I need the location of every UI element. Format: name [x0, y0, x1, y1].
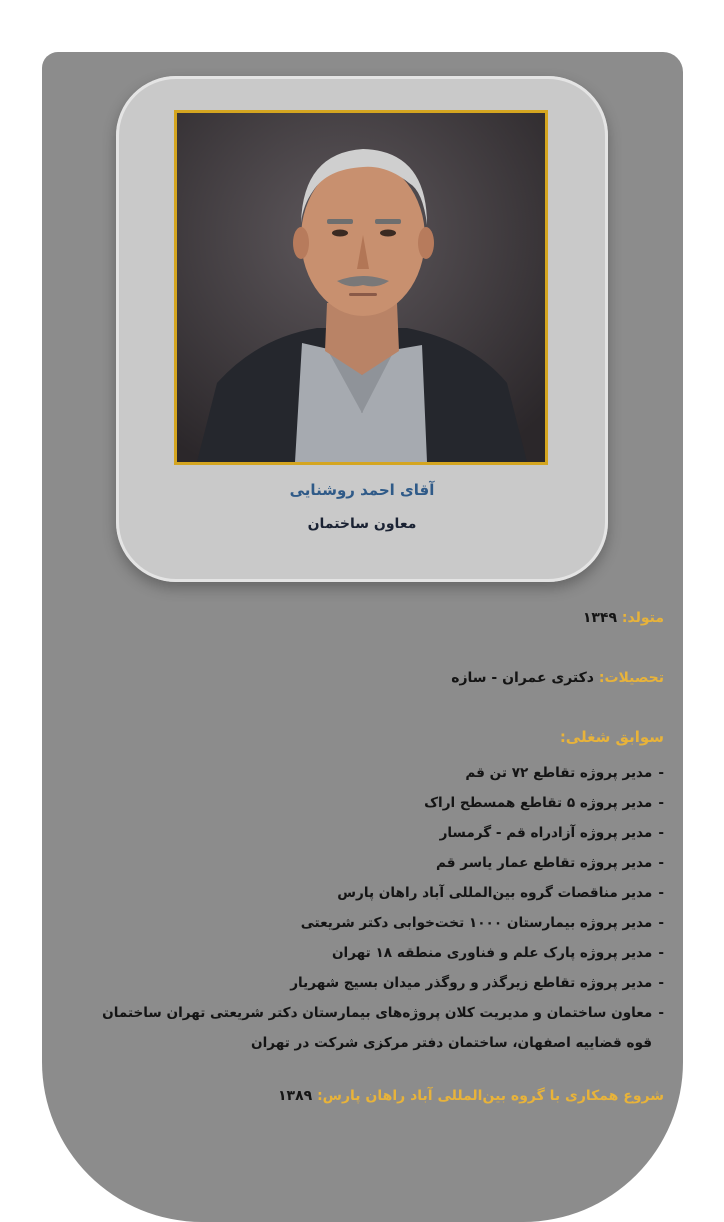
list-item: -مدیر پروژه تقاطع زیرگذر و روگذر میدان بسیج شهریار	[290, 975, 664, 991]
education-label: تحصیلات:	[598, 670, 664, 686]
profile-card	[116, 76, 608, 582]
profile-photo	[174, 110, 548, 465]
list-item: -مدیر پروژه تقاطع ۷۲ تن قم	[465, 765, 664, 781]
list-item: -مدیر پروژه تقاطع عمار یاسر قم	[435, 855, 664, 871]
list-item: -مدیر پروژه ۵ تقاطع همسطح اراک	[424, 795, 664, 811]
birth-value: ۱۳۴۹	[582, 610, 618, 626]
list-item: -مدیر پروژه آزادراه قم - گرمسار	[439, 825, 664, 841]
list-item: -مدیر پروژه پارک علم و فناوری منطقه ۱۸ تهران	[331, 945, 664, 961]
jobs-list	[74, 758, 664, 1058]
list-item: -مدیر مناقصات گروه بین‌المللی آباد راهان پارس	[337, 885, 664, 901]
jobs-title: سوابق شغلی:	[559, 728, 664, 746]
education-value: دکتری عمران - سازه	[451, 670, 594, 686]
birth-label: متولد:	[621, 610, 664, 626]
list-item: -معاون ساختمان و مدیریت کلان پروژه‌های بیمارستان دکتر شریعتی تهران ساختمان قوه قضاییه اصفهان، ساختمان دفتر مرکزی شرکت در تهران	[102, 1005, 664, 1051]
start-value: ۱۳۸۹	[278, 1088, 313, 1104]
start-label: شروع همکاری با گروه بین‌المللی آباد راهان پارس:	[317, 1088, 664, 1104]
portrait-illustration	[177, 113, 545, 462]
profile-name: آقای احمد روشنایی	[289, 481, 435, 499]
birth-row	[583, 610, 664, 626]
start-row	[278, 1088, 664, 1104]
list-item: -مدیر پروژه بیمارستان ۱۰۰۰ تخت‌خوابی دکتر شریعتی	[300, 915, 664, 931]
profile-role: معاون ساختمان	[307, 516, 417, 532]
education-row	[451, 670, 664, 686]
